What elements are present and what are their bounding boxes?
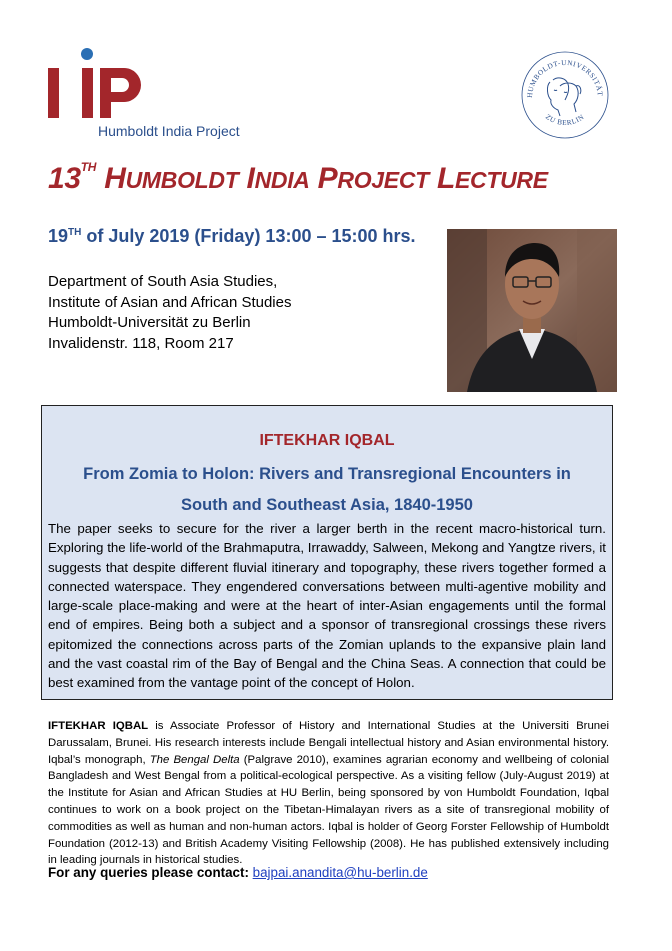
lecture-title: 13TH HUMBOLDT INDIA PROJECT LECTURE (48, 160, 548, 195)
iip-logo-mark (48, 46, 158, 126)
venue-address (48, 272, 292, 354)
abstract-text: The paper seeks to secure for the river a larger berth in the recent macro-historical turn. Exploring the life-world of the Brahmaputra, Irrawaddy, Salween, Mekong and Yangtze rivers, it suggests that despite different fluvial itinerary and topography, these rivers together formed a connected waterspace. They engendered conversations between multi-agentive mobility and large-scale place-making and were at the heart of inter-Asian engagements until the formal end of empires. Being both a subject and a sponsor of transregional crossings these rivers epitomized the connections across parts of the Zomian uplands to the expansive plain land and the vast coastal rim of the Bay of Bengal and the China Seas. A connection that could be best examined from the vantage point of the concept of Holon. (48, 521, 606, 691)
svg-text:ZU BERLIN: ZU BERLIN (543, 112, 586, 127)
address-line: Humboldt-Universität zu Berlin (48, 314, 251, 331)
talk-title-line: From Zomia to Holon: Rivers and Transregional Encounters in (83, 465, 571, 483)
speaker-photo (447, 229, 617, 392)
talk-title (42, 459, 612, 521)
event-date: 19TH of July 2019 (Friday) 13:00 – 15:00 hrs. (48, 226, 416, 246)
svg-text:HUMBOLDT-UNIVERSITÄT: HUMBOLDT-UNIVERSITÄT (525, 58, 605, 99)
humboldt-university-seal (520, 50, 610, 140)
address-line: Institute of Asian and African Studies (48, 293, 292, 311)
address-line: Invalidenstr. 118, Room 217 (48, 334, 234, 352)
address-line: Department of South Asia Studies, (48, 273, 278, 290)
speaker-name: IFTEKHAR IQBAL (259, 432, 395, 449)
contact-line (48, 865, 428, 880)
bio-book-title: The Bengal Delta (149, 753, 240, 766)
logo-text: Humboldt India Project (98, 123, 240, 139)
iip-logo (48, 46, 268, 142)
talk-title-line: South and Southeast Asia, 1840-1950 (181, 496, 473, 514)
contact-label: For any queries please contact: (48, 865, 253, 880)
abstract-box (41, 405, 613, 700)
bio-name: IFTEKHAR IQBAL (48, 720, 149, 732)
contact-email-link[interactable]: bajpai.anandita@hu-berlin.de (252, 865, 428, 880)
speaker-bio: IFTEKHAR IQBAL is Associate Professor of History and International Studies at the Universiti Brunei Darussalam, Brunei. His research interests include Bengali intellectual history and Asian environmental history. Iqbal’s monograph, The Bengal Delta (Palgrave 2010), examines agrarian economy and wellbeing of colonial Bangladesh and West Bengal from a political-ecological perspective. As a visiting fellow (July-August 2019) at the Institute for Asian and African Studies at HU Berlin, being sponsored by von Humboldt Foundation, Iqbal continues to work on a book project on the Tibetan-Himalayan rivers as a site of transregional mobility of commodities as well as human and non-human actors. Iqbal is holder of Georg Forster Fellowship of Humboldt Foundation (2012-13) and British Academy Visiting Fellowship (2008). He has published extensively including in leading journals in historical studies. (48, 720, 609, 867)
